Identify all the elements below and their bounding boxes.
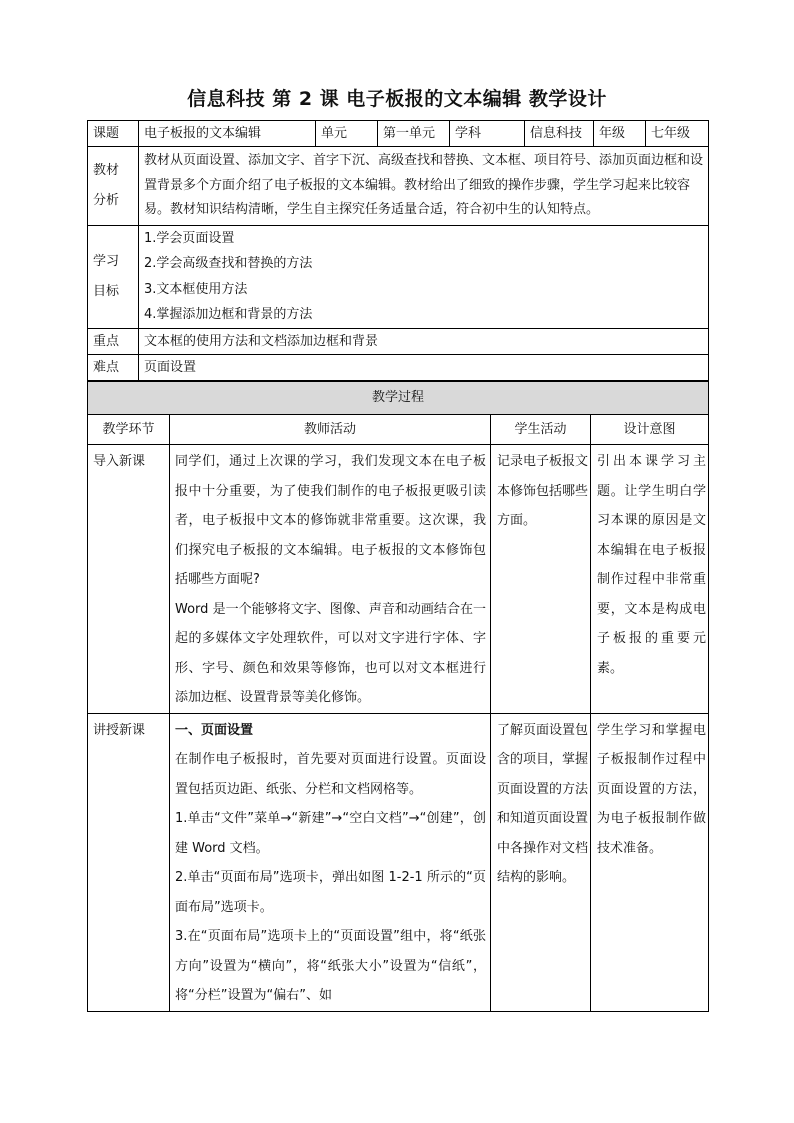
difficulty-row — [88, 354, 709, 380]
goal-item: 1.学会页面设置 — [144, 230, 235, 246]
process-row-intro — [88, 445, 709, 714]
lesson-info-table — [87, 120, 709, 381]
column-header-student: 学生活动 — [491, 415, 591, 445]
key-point-row — [88, 328, 709, 354]
subject-label: 学科 — [450, 121, 525, 147]
process-row-new-lesson — [88, 713, 709, 1011]
section-heading: 一、页面设置 — [175, 722, 254, 738]
grade-value: 七年级 — [646, 121, 709, 147]
design-intent-cell: 学生学习和掌握电子板报制作过程中页面设置的方法，为电子板报制作做技术准备。 — [591, 713, 709, 1011]
goal-item: 3.文本框使用方法 — [144, 281, 248, 297]
column-header-stage: 教学环节 — [88, 415, 170, 445]
topic-value: 电子板报的文本编辑 — [139, 121, 316, 147]
goals-label — [88, 225, 139, 328]
goals-row — [88, 225, 709, 328]
process-header-row — [88, 382, 709, 415]
teacher-paragraph: 1.单击“文件”菜单→“新建”→“空白文档”→“创建”，创建 Word 文档。 — [175, 811, 486, 856]
teacher-paragraph: 在制作电子板报时，首先要对页面进行设置。页面设置包括页边距、纸张、分栏和文档网格等。 — [175, 752, 486, 797]
stage-cell: 讲授新课 — [88, 713, 170, 1011]
topic-label: 课题 — [88, 121, 139, 147]
goals-list — [139, 225, 709, 328]
teacher-paragraph: 同学们，通过上次课的学习，我们发现文本在电子板报中十分重要，为了使我们制作的电子板报更吸引读者，电子板报中文本的修饰就非常重要。这次课，我们探究电子板报的文本编辑。电子板报的文本修饰包括哪些方面呢? — [175, 454, 486, 587]
analysis-label — [88, 147, 139, 226]
student-activity-cell: 了解页面设置包含的项目，掌握页面设置的方法和知道页面设置中各操作对文档结构的影响。 — [491, 713, 591, 1011]
unit-value: 第一单元 — [378, 121, 450, 147]
teacher-activity-cell — [170, 445, 491, 714]
teacher-paragraph: 2.单击“页面布局”选项卡，弹出如图 1-2-1 所示的“页面布局”选项卡。 — [175, 870, 486, 915]
teacher-activity-cell — [170, 713, 491, 1011]
stage-cell: 导入新课 — [88, 445, 170, 714]
student-activity-cell: 记录电子板报文本修饰包括哪些方面。 — [491, 445, 591, 714]
key-point-value: 文本框的使用方法和文档添加边框和背景 — [139, 328, 709, 354]
process-header: 教学过程 — [88, 382, 709, 415]
key-point-label: 重点 — [88, 328, 139, 354]
teacher-paragraph: 3.在“页面布局”选项卡上的“页面设置”组中，将“纸张方向”设置为“横向”，将“纸张大小”设置为“信纸”，将“分栏”设置为“偏右”、如 — [175, 929, 486, 1003]
analysis-label-line: 分析 — [93, 192, 120, 208]
difficulty-value: 页面设置 — [139, 354, 709, 380]
teacher-paragraph: Word 是一个能够将文字、图像、声音和动画结合在一起的多媒体文字处理软件，可以对文字进行字体、字形、字号、颜色和效果等修饰，也可以对文本框进行添加边框、设置背景等美化修饰。 — [175, 601, 486, 705]
unit-label: 单元 — [316, 121, 378, 147]
topic-row — [88, 121, 709, 147]
column-header-teacher: 教师活动 — [170, 415, 491, 445]
analysis-label-line: 教材 — [93, 162, 120, 178]
goals-label-line: 学习 — [93, 253, 120, 269]
document-title: 信息科技 第 2 课 电子板报的文本编辑 教学设计 — [187, 88, 607, 110]
goal-item: 4.掌握添加边框和背景的方法 — [144, 307, 313, 322]
difficulty-label: 难点 — [88, 354, 139, 380]
analysis-text: 教材从页面设置、添加文字、首字下沉、高级查找和替换、文本框、项目符号、添加页面边框和设置背景多个方面介绍了电子板报的文本编辑。教材给出了细致的操作步骤，学生学习起来比较容易。教材知识结构清晰，学生自主探究任务适量合适，符合初中生的认知特点。 — [139, 147, 709, 226]
goals-label-line: 目标 — [93, 283, 120, 299]
grade-label: 年级 — [594, 121, 646, 147]
goal-item: 2.学会高级查找和替换的方法 — [144, 256, 313, 271]
column-header-row — [88, 415, 709, 445]
design-intent-cell: 引出本课学习主题。让学生明白学习本课的原因是文本编辑在电子板报制作过程中非常重要，文本是构成电子板报的重要元素。 — [591, 445, 709, 714]
teaching-process-table — [87, 381, 709, 1012]
analysis-row — [88, 147, 709, 226]
subject-value: 信息科技 — [525, 121, 594, 147]
column-header-intent: 设计意图 — [591, 415, 709, 445]
